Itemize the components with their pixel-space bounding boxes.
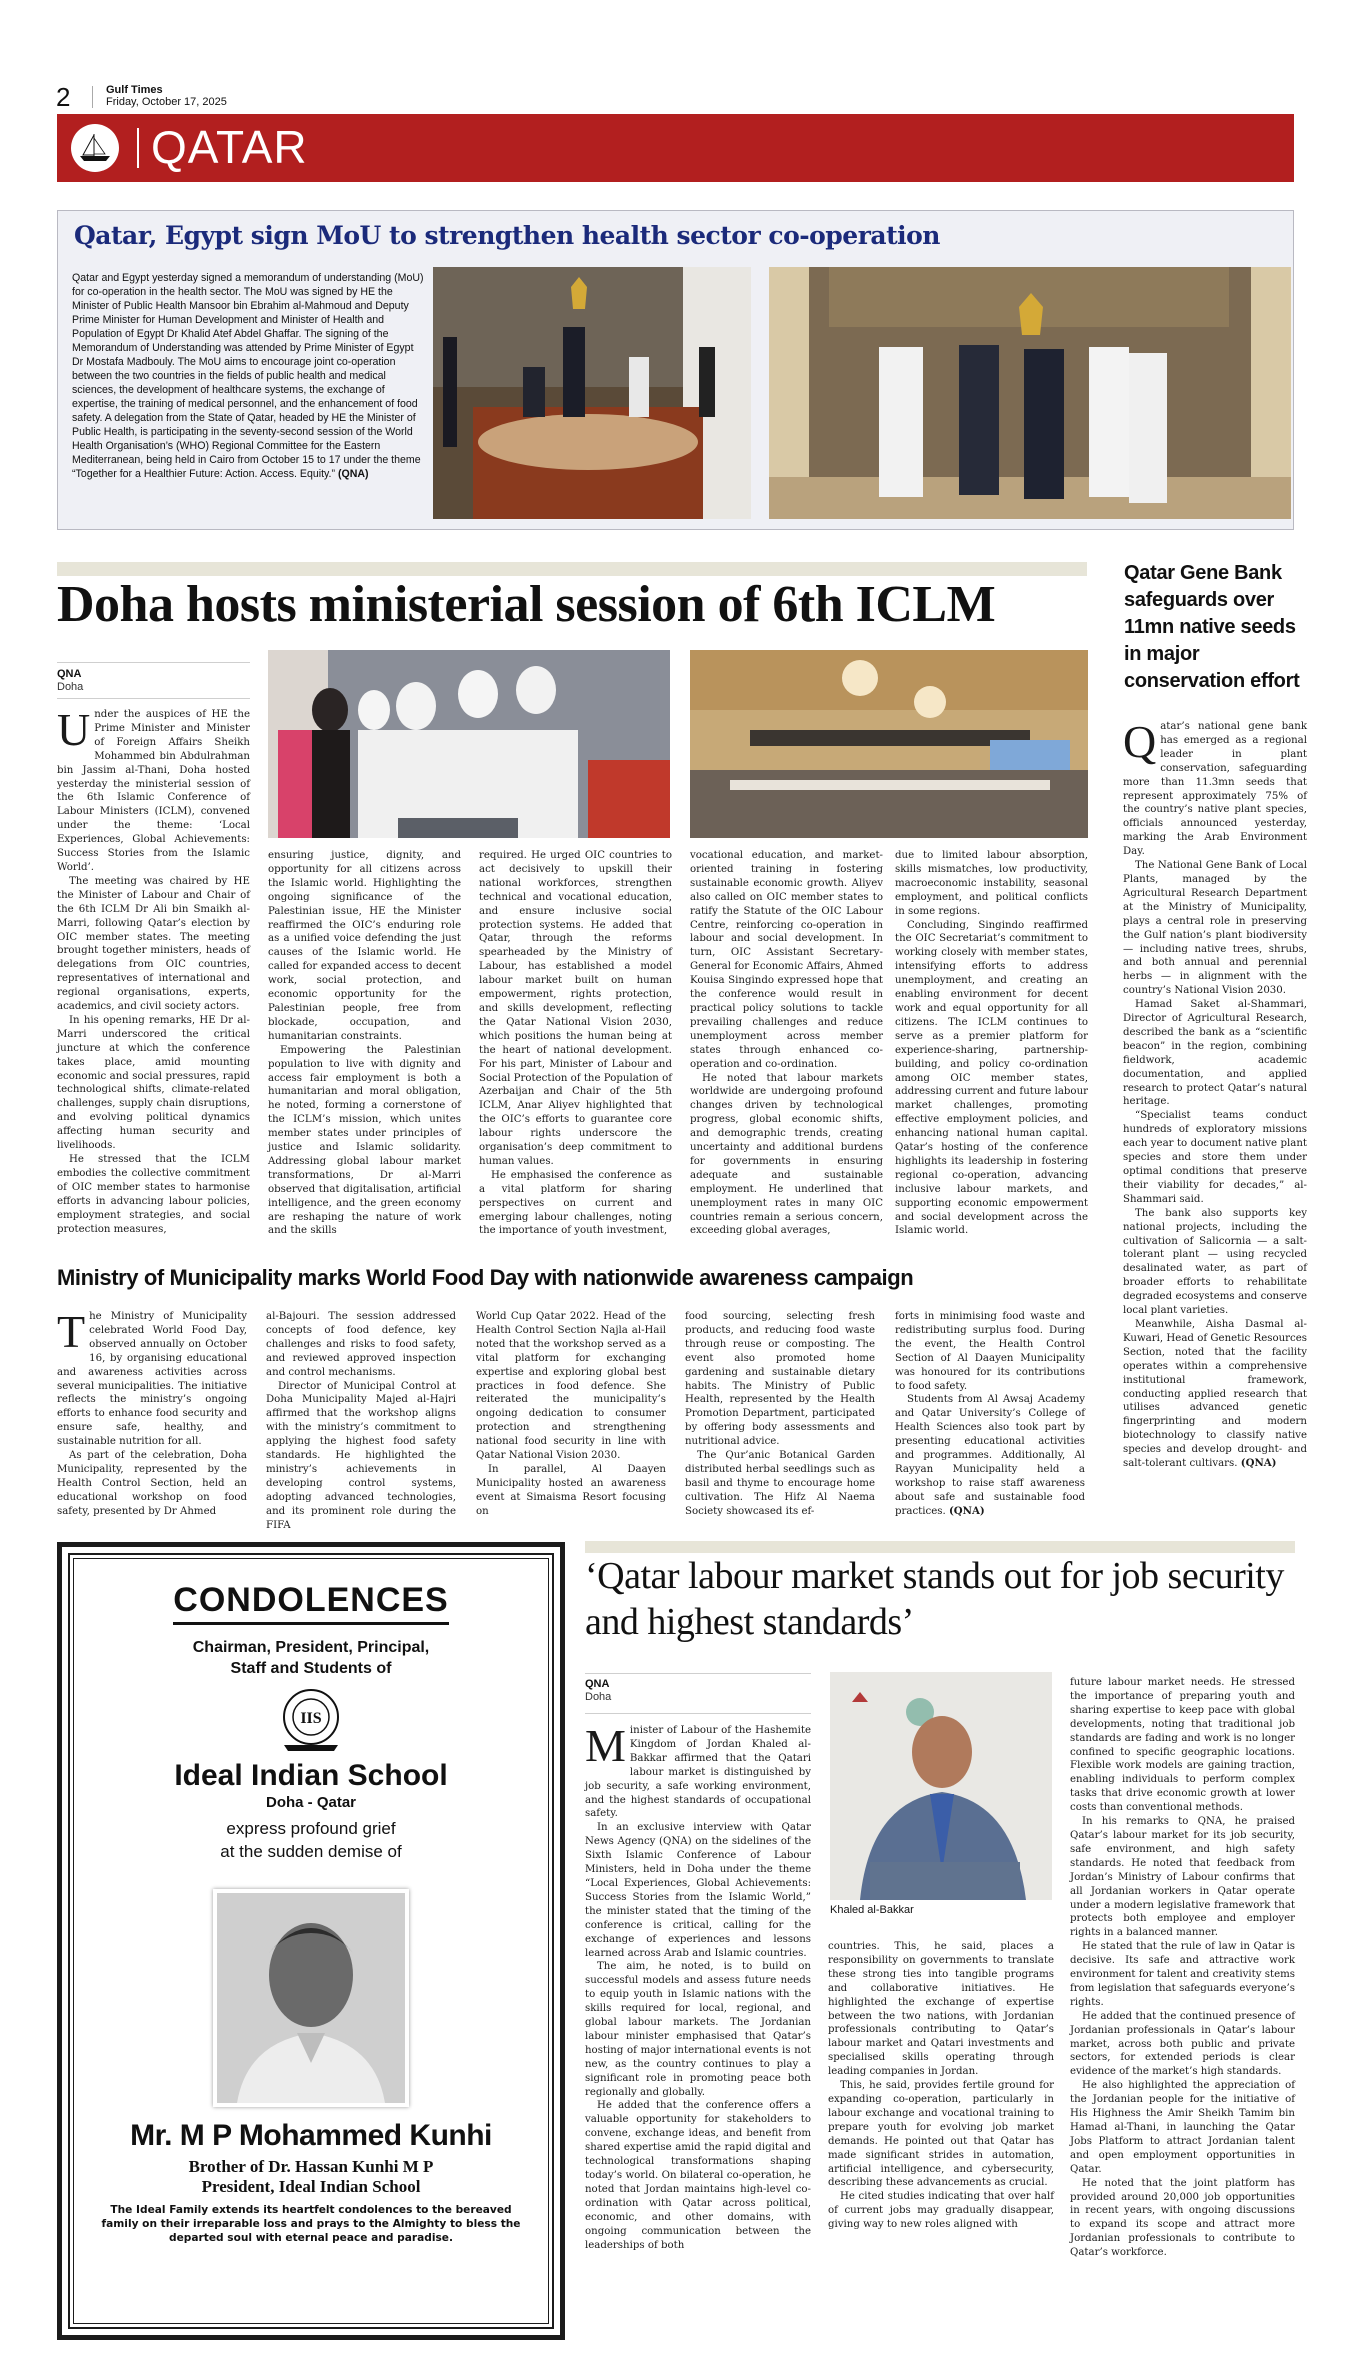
- mou-signing-photo: [433, 267, 751, 519]
- gene-bank-credit: (QNA): [1240, 1457, 1277, 1470]
- byline-rule-top: [57, 662, 250, 663]
- iclm-column-1: [57, 704, 250, 1236]
- svg-text:IIS: IIS: [300, 1710, 322, 1727]
- grief-text: [74, 1817, 548, 1863]
- paragraph: He noted that labour markets worldwide are undergoing profound changes driven by technological progress, global economic shifts, and demographic trends, creating uncertainty and additional burdens for governments in ensuring adequate and sustainable employment. He underlined that unemployment rates in many OIC countries remain a serious concern, exceeding global averages,: [690, 1072, 883, 1237]
- paragraph: Hamad Saket al-Shammari, Director of Agricultural Research, described the bank as a “scientific beacon” in the region, combining fieldwork, academic documentation, and applied research to protect Qatar’s natural heritage.: [1123, 999, 1307, 1108]
- relation-line: Brother of Dr. Hassan Kunhi M P: [188, 2157, 434, 2176]
- paragraph: Meanwhile, Aisha Dasmal al-Kuwari, Head of Genetic Resources Section, noted that the facility operates within a comprehensive institutional framework, conducting applied research that utilises advanced genetic fingerprinting and modern biotechnology to classify native species and develop drought- and salt-tolerant cultivars.: [1123, 1318, 1307, 1470]
- deceased-portrait: [213, 1889, 409, 2107]
- deceased-relation: [74, 2157, 548, 2197]
- paragraph: The bank also supports key national projects, including the cultivation of Salicornia — a salt-tolerant plant — using recycled desalinated water, as part of broader efforts to rehabilitate degraded ecosystems and conserve local plant varieties.: [1123, 1207, 1307, 1317]
- paragraph: forts in minimising food waste and redistributing surplus food. During the event, the Health Control Section of Al Daayen Municipality was honoured for its contributions to food safety.: [895, 1311, 1085, 1392]
- iclm-byline-source: QNA: [57, 668, 82, 680]
- labour-byline-source: QNA: [585, 1678, 610, 1690]
- paragraph: He noted that the joint platform has provided around 20,000 job opportunities in recent years, with ongoing discussions to expand its scope and attract more Jordanian professionals to contribute to Qatar’s workforce.: [1070, 2177, 1295, 2259]
- mou-article-box: [57, 210, 1294, 530]
- municipality-credit: (QNA): [948, 1504, 985, 1517]
- paragraph: ensuring justice, dignity, and opportunity for all citizens across the Islamic world. Highlighting the ongoing significance of the Palestinian issue, HE the Minister reaffirmed the OIC’s enduring role as a unified voice defending the just causes of the Islamic world. He called for expanded access to decent work, social protection, and economic opportunity for the Palestinian people, free from blockade, occupation, and humanitarian constraints.: [268, 850, 461, 1042]
- publication-date: Friday, October 17, 2025: [106, 96, 227, 108]
- municipality-dropcap: T: [57, 1306, 86, 1357]
- from-line: Chairman, President, Principal,: [192, 1639, 430, 1656]
- banner-divider: [137, 128, 139, 168]
- gene-bank-column: [1123, 716, 1307, 1471]
- paragraph: future labour market needs. He stressed the importance of preparing youth and sharing expertise to keep pace with global developments, noting that traditional job standards are fading and work is no longer confined to specific geographic locations. Flexible work models are gaining traction, enabling individuals to perform complex tasks that drive economic growth at lower costs than conventional methods.: [1070, 1677, 1295, 1814]
- paragraph: nder the auspices of HE the Prime Minister and Minister of Foreign Affairs Sheikh Mohammed bin Abdulrahman bin Jassim al-Thani, Doha hosted yesterday the ministerial session of the 6th Islamic Conference of Labour Ministers (ICLM), convened under the theme: ‘Local Experiences, Global Achievements: Success Stories from the Islamic World’.: [57, 709, 250, 873]
- labour-header-bar: [585, 1541, 1295, 1553]
- deceased-name: Mr. M P Mohammed Kunhi: [130, 2119, 492, 2152]
- paragraph: The Qur’anic Botanical Garden distributed herbal seedlings such as basil and thyme to encourage home cultivation. The Hifz Al Naema Society showcased its ef-: [685, 1450, 875, 1517]
- paragraph: He also highlighted the appreciation of the Jordanian people for the initiative of His Highness the Amir Sheikh Tamim bin Hamad al-Thani, in launching the Qatar Jobs Platform to attract Jordanian talent and open employment opportunities in Qatar.: [1070, 2080, 1295, 2175]
- grief-line: at the sudden demise of: [220, 1842, 402, 1861]
- labour-column-2: [828, 1940, 1054, 2232]
- page-number: 2: [56, 82, 71, 112]
- gene-bank-headline: Qatar Gene Bank safeguards over 11mn native seeds in major conservation effort: [1124, 562, 1300, 692]
- paragraph: “Specialist teams conduct hundreds of exploratory missions each year to document native plant species and store them under optimal conditions that preserve their viability for decades,” al-Shammari said.: [1123, 1110, 1307, 1205]
- paragraph: In an exclusive interview with Qatar News Agency (QNA) on the sidelines of the Sixth Islamic Conference of Labour Ministers, held in Doha under the theme “Local Experiences, Global Achievements: Success Stories from the Islamic World,” the minister stated that the timing of the conference is critical, calling for the exchange of experiences and lessons learned across Arab and Islamic countries.: [585, 1822, 811, 1959]
- khaled-al-bakkar-photo: [830, 1672, 1052, 1900]
- mou-headline: Qatar, Egypt sign MoU to strengthen health sector co-operation: [74, 221, 940, 250]
- iclm-hall-photo: [690, 650, 1088, 838]
- paragraph: vocational education, and market-oriented training in fostering sustainable economic growth. Aliyev also called on OIC member states to ratify the Statute of the OIC Labour Centre, reinforcing co-operation in labour and social development. In turn, OIC Assistant Secretary-General for Economic Affairs, Ahmed Kouisa Singindo expressed hope that the conference would result in practical policy solutions to tackle prevailing challenges and reduce unemployment across member states through enhanced co-operation and co-ordination.: [690, 850, 883, 1070]
- labour-headline: ‘Qatar labour market stands out for job security and highest standards’: [585, 1555, 1284, 1643]
- section-banner: [57, 114, 1294, 182]
- labour-byline-location: Doha: [585, 1691, 612, 1703]
- paragraph: He added that the conference offers a valuable opportunity for stakeholders to convene, exchange ideas, and benefit from shared expertise amid the rapid digital and technological transformations shaping today’s world. On bilateral co-operation, he noted that Jordan maintains high-level co-ordination with Qatar across political, economic, and other domains, with ongoing communication between the leaderships of both: [585, 2100, 811, 2251]
- mou-body: [72, 271, 426, 481]
- from-line: Staff and Students of: [230, 1660, 392, 1677]
- paragraph: In his opening remarks, HE Dr al-Marri underscored the critical juncture at which the conference takes place, amid mounting economic and social pressures, rapid technological shifts, climate-related challenges, supply chain disruptions, and evolving political dynamics affecting human security and livelihoods.: [57, 1014, 250, 1152]
- paragraph: The National Gene Bank of Local Plants, managed by the Agricultural Research Department at the Ministry of Municipality, plays a central role in preserving the Gulf nation’s plant biodiversity — including native trees, shrubs, and both annual and perennial herbs — in alignment with the country’s National Vision 2030.: [1123, 860, 1307, 997]
- paragraph: Concluding, Singindo reaffirmed the OIC Secretariat’s commitment to working closely with member states, intensifying efforts to address unemployment, and creating an enabling environment for decent work and equal opportunity for all citizens. The ICLM continues to serve as a premier platform for experience-sharing, partnership-building, and policy co-ordination among OIC member states, addressing current and future labour market challenges, promoting effective employment policies, and enhancing national human capital. Qatar’s hosting of the conference highlights its leadership in fostering regional co-operation, advancing inclusive labour markets, and supporting economic empowerment and social development across the Islamic world.: [895, 919, 1088, 1237]
- paragraph: He added that the continued presence of Jordanian professionals in Qatar’s labour market, across both public and private sectors, for extended periods is clear evidence of the market’s high standards.: [1070, 2010, 1295, 2078]
- paragraph: The aim, he noted, is to build on successful models and assess future needs to equip youth in Islamic nations with the skills required for local, regional, and global labour markets. The Jordanian labour minister emphasised that Qatar’s hosting of major international events is not new, as the country continues to play a significant role in promoting peace both regionally and globally.: [585, 1961, 811, 2098]
- labour-dropcap: M: [585, 1720, 626, 1771]
- iclm-column-5: [895, 849, 1088, 1238]
- paragraph: food sourcing, selecting fresh products, and reducing food waste through reuse or composting. The event also promoted home gardening and sustainable dietary habits. The Ministry of Public Health, represented by the Health Promotion Department, participated by offering body assessments and nutritional advice.: [685, 1311, 875, 1448]
- condolences-message: The Ideal Family extends its heartfelt condolences to the bereaved family on their irreparable loss and prays to the Almighty to bless the departed soul with eternal peace and paradise.: [101, 2204, 521, 2244]
- paragraph: atar’s national gene bank has emerged as a regional leader in plant conservation, safeguarding more than 11.3mn seeds that represent approximately 75% of the country’s native plant species, officials announced yesterday, marking the Arab Environment Day.: [1123, 721, 1307, 858]
- paragraph: He emphasised the conference as a vital platform for sharing perspectives on current and emerging labour challenges, noting the importance of youth investment,: [479, 1169, 672, 1237]
- municipality-column-1: [57, 1306, 247, 1519]
- iclm-headline: Doha hosts ministerial session of 6th ICLM: [57, 576, 996, 633]
- publication-name: Gulf Times: [106, 84, 163, 96]
- paragraph: He stated that the rule of law in Qatar is decisive. Its safe and attractive work environment for talent and creativity stems from legislation that safeguards everyone’s rights.: [1070, 1941, 1295, 2008]
- paragraph: required. He urged OIC countries to act decisively to upskill their national workforces, strengthen technical and vocational education, and ensure inclusive social protection systems. He added that Qatar, through the reforms spearheaded by the Ministry of Labour, has established a model labour market built on human empowerment, rights protection, and skills development, reflecting the Qatar National Vision 2030, which positions the human being at the heart of national development. For his part, Minister of Labour and Social Protection of the Population of Azerbaijan and Chair of the 5th ICLM, Anar Aliyev highlighted that the OIC’s efforts to guarantee core labour rights underscore the organisation’s deep commitment to human values.: [479, 850, 672, 1167]
- paragraph: due to limited labour absorption, skills mismatches, low productivity, macroeconomic instability, seasonal employment, and political conflicts in some regions.: [895, 850, 1088, 917]
- masthead-divider: [92, 86, 93, 108]
- paragraph: The meeting was chaired by HE the Minister of Labour and Chair of the 6th ICLM Dr Ali bin Smaikh al-Marri, following Qatar’s election by OIC member states. The meeting brought together ministers, heads of delegations from OIC countries, representatives of international and regional organisations, experts, academics, and civil society actors.: [57, 875, 250, 1013]
- paragraph: In his remarks to QNA, he praised Qatar’s labour market for its job security, safe environment, and high safety standards. He noted that feedback from Jordan’s Ministry of Labour confirms that all Jordanian workers in Qatar operate under a modern legislative framework that protects both employee and employer rights in a balanced manner.: [1070, 1816, 1295, 1939]
- school-crest-icon: [278, 1687, 344, 1753]
- labour-column-3: [1070, 1676, 1295, 2260]
- mou-body-text: Qatar and Egypt yesterday signed a memorandum of understanding (MoU) for co-operation in the health sector. The MoU was signed by HE the Minister of Public Health Mansoor bin Ebrahim al-Mahmoud and Deputy Prime Minister for Human Development and Minister of Health and Population of Egypt Dr Khalid Atef Abdel Ghaffar. The signing of the Memorandum of Understanding was attended by Prime Minister of Egypt Dr Mostafa Madbouly. The MoU aims to encourage joint co-operation between the two countries in the fields of public health and medical sciences, the development of healthcare systems, the exchange of expertise, the training of medical personnel, and the enhancement of food safety. A delegation from the State of Qatar, headed by HE the Minister of Public Health, is participating in the seventy-second session of the World Health Organisation’s (WHO) Regional Committee for the Eastern Mediterranean, being held in Cairo from October 15 to 17 under the theme “Together for a Healthier Future: Action. Access. Equity.”: [72, 272, 424, 480]
- municipality-column-3: [476, 1310, 666, 1519]
- byline-rule-top: [585, 1673, 811, 1674]
- labour-column-1: [585, 1720, 811, 2252]
- paragraph: He cited studies indicating that over half of current jobs may gradually disappear, giving way to new roles aligned with: [828, 2191, 1054, 2231]
- paragraph: inister of Labour of the Hashemite Kingdom of Jordan Khaled al-Bakkar affirmed that the Qatari labour market is distinguished by job security, a safe working environment, and the highest standards of occupational safety.: [585, 1725, 811, 1820]
- byline-rule-bottom: [585, 1713, 811, 1714]
- municipality-column-4: [685, 1310, 875, 1519]
- byline-rule-bottom: [57, 698, 250, 699]
- paragraph: World Cup Qatar 2022. Head of the Health Control Section Najla al-Hail noted that the workshop served as a vital platform for exchanging expertise and exploring global best practices in food defence. She reiterated the municipality’s ongoing dedication to consumer protection and strengthening national food security in line with Qatar National Vision 2030.: [476, 1311, 666, 1462]
- iclm-dropcap: U: [57, 704, 91, 755]
- iclm-column-3: [479, 849, 672, 1238]
- photo-caption: Khaled al-Bakkar: [830, 1904, 914, 1916]
- iclm-delegates-photo: [268, 650, 670, 838]
- paragraph: Empowering the Palestinian population to live with dignity and access fair employment is both a humanitarian and moral obligation, he noted, forming a cornerstone of the ICLM’s mission, which unites member states under principles of justice and Islamic solidarity. Addressing global labour market transformations, Dr al-Marri observed that digitalisation, artificial intelligence, and the green economy are reshaping the nature of work and the skills: [268, 1044, 461, 1237]
- dhow-logo-icon: [71, 124, 119, 172]
- relation-line: President, Ideal Indian School: [201, 2177, 421, 2196]
- section-title: QATAR: [151, 121, 308, 173]
- paragraph: Director of Municipal Control at Doha Municipality Majed al-Hajri affirmed that the workshop aligns with the ministry’s commitment to applying the highest food safety standards. He highlighted the ministry’s achievements in developing control systems, adopting advanced technologies, and its prominent role during the FIFA: [266, 1380, 456, 1531]
- paragraph: countries. This, he said, places a responsibility on governments to translate these strong ties into tangible programs and collaborative initiatives. He highlighted the exchange of expertise between the two nations, with Jordanian professionals contributing to Qatar’s labour market and Qatari investments and specialised skills operating through leading companies in Jordan.: [828, 1941, 1054, 2078]
- iclm-header-bar: [57, 562, 1087, 576]
- grief-line: express profound grief: [226, 1819, 396, 1838]
- paragraph: In parallel, Al Daayen Municipality hosted an awareness event at Simaisma Resort focusing on: [476, 1463, 666, 1517]
- paragraph: al-Bajouri. The session addressed concepts of food defence, key challenges and risks to food safety, and reviewed approved inspection and control mechanisms.: [266, 1311, 456, 1378]
- municipality-column-5: [895, 1310, 1085, 1519]
- school-city: Doha - Qatar: [265, 1794, 356, 1811]
- paragraph: Students from Al Awsaj Academy and Qatar University’s College of Health Sciences also took part by presenting educational activities and programmes. Additionally, Al Rayyan Municipality held a workshop to raise staff awareness about safe and sustainable food practices.: [895, 1394, 1085, 1517]
- iclm-column-2: [268, 849, 461, 1238]
- paragraph: He stressed that the ICLM embodies the collective commitment of OIC member states to harmonise efforts in advancing labour policies, employment strategies, and social protection measures,: [57, 1154, 250, 1235]
- paragraph: he Ministry of Municipality celebrated World Food Day, observed annually on October 16, by organising educational and awareness activities across several municipalities. The initiative reflects the ministry’s ongoing efforts to enhance food security and ensure safe, healthy, and sustainable nutrition for all.: [57, 1311, 247, 1448]
- paragraph: As part of the celebration, Doha Municipality, represented by the Health Control Section, held an educational workshop on food safety, presented by Dr Ahmed: [57, 1450, 247, 1517]
- condolences-heading: CONDOLENCES: [173, 1581, 448, 1625]
- paragraph: This, he said, provides fertile ground for expanding co-operation, particularly in labour exchange and vocational training to prepare youth for evolving job market demands. He pointed out that Qatar has made significant strides in automation, artificial intelligence, and cybersecurity, describing these advancements as crucial.: [828, 2080, 1054, 2189]
- iclm-byline-location: Doha: [57, 681, 84, 693]
- iclm-column-4: [690, 849, 883, 1238]
- mou-credit: (QNA): [337, 468, 369, 480]
- gene-bank-dropcap: Q: [1123, 716, 1157, 767]
- condolences-advert: [57, 1542, 565, 2340]
- mou-delegation-photo: [769, 267, 1291, 519]
- municipality-headline: Ministry of Municipality marks World Food Day with nationwide awareness campaign: [57, 1265, 914, 1290]
- municipality-column-2: [266, 1310, 456, 1533]
- condolences-from: [74, 1637, 548, 1679]
- school-name: Ideal Indian School: [174, 1759, 448, 1792]
